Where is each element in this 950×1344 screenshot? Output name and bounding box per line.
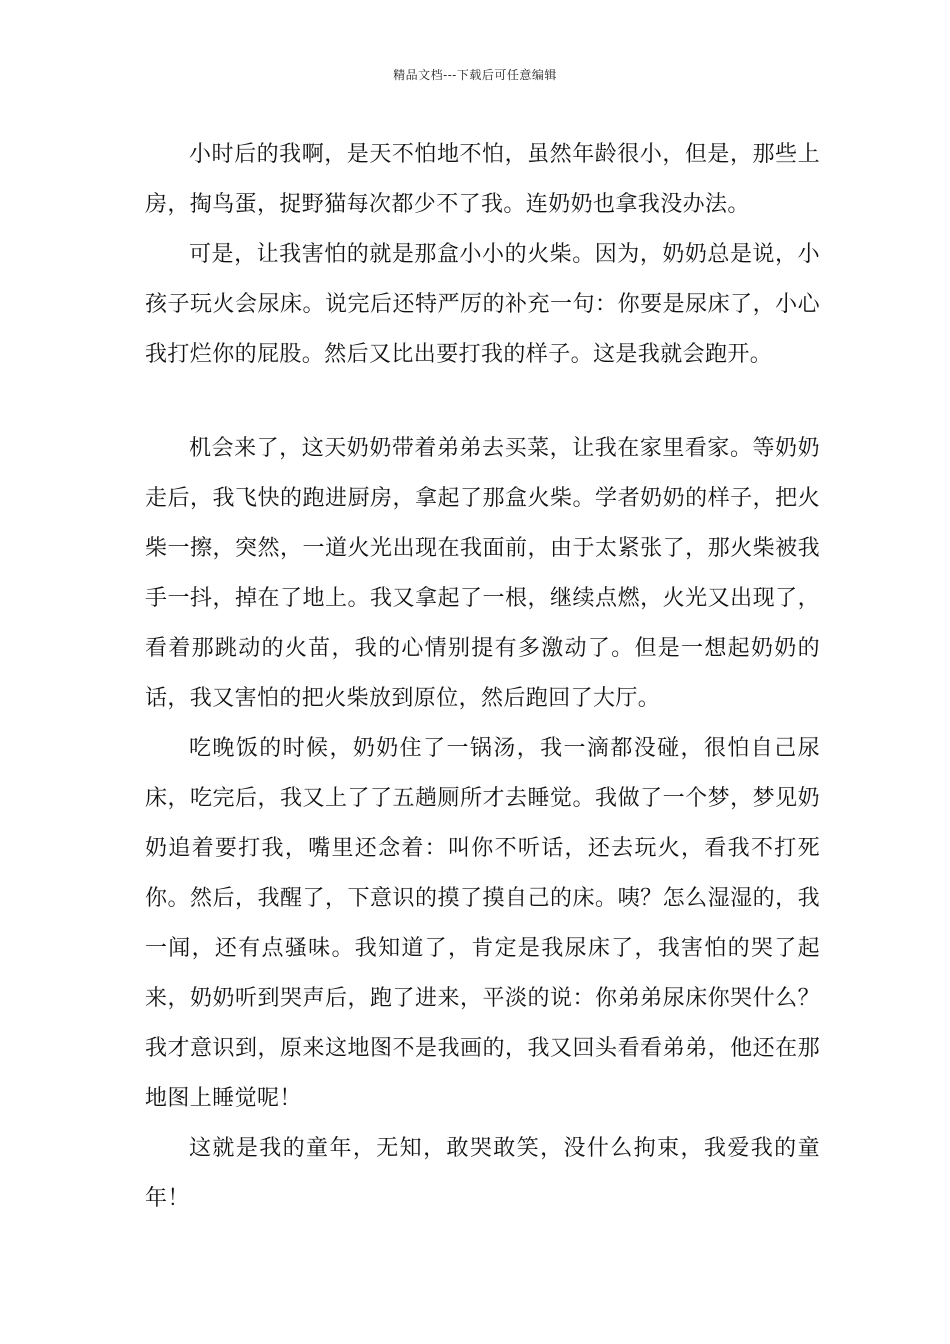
paragraph-4: 吃晚饭的时候，奶奶住了一锅汤，我一滴都没碰，很怕自己尿床，吃完后，我又上了了五趟厕所才去睡觉。我做了一个梦，梦见奶奶追着要打我，嘴里还念着：叫你不听话，还去玩火，看我不打死你。然后，我醒了，下意识的摸了摸自己的床。咦？怎么湿湿的，我一闻，还有点骚味。我知道了，肯定是我尿床了，我害怕的哭了起来，奶奶听到哭声后，跑了进来，平淡的说：你弟弟尿床你哭什么？我才意识到，原来这地图不是我画的，我又回头看看弟弟，他还在那地图上睡觉呢！ xyxy=(145,736,820,1111)
page-header: 精品文档---下载后可任意编辑 xyxy=(393,68,557,82)
paragraph-3: 机会来了，这天奶奶带着弟弟去买菜，让我在家里看家。等奶奶走后，我飞快的跑进厨房，拿起了那盒火柴。学者奶奶的样子，把火柴一擦，突然，一道火光出现在我面前，由于太紧张了，那火柴被我手一抖，掉在了地上。我又拿起了一根，继续点燃，火光又出现了，看着那跳动的火苗，我的心情别提有多激动了。但是一想起奶奶的话，我又害怕的把火柴放到原位，然后跑回了大厅。 xyxy=(145,436,820,711)
paragraph-5: 这就是我的童年，无知，敢哭敢笑，没什么拘束，我爱我的童年！ xyxy=(145,1136,820,1211)
article-body xyxy=(145,130,820,1224)
paragraph-1: 小时后的我啊，是天不怕地不怕，虽然年龄很小，但是，那些上房，掏鸟蛋，捉野猫每次都少不了我。连奶奶也拿我没办法。 xyxy=(145,142,820,217)
paragraph-2: 可是，让我害怕的就是那盒小小的火柴。因为，奶奶总是说，小孩子玩火会尿床。说完后还特严厉的补充一句：你要是尿床了，小心我打烂你的屁股。然后又比出要打我的样子。这是我就会跑开。 xyxy=(145,242,820,367)
paragraph-spacer xyxy=(145,380,820,424)
